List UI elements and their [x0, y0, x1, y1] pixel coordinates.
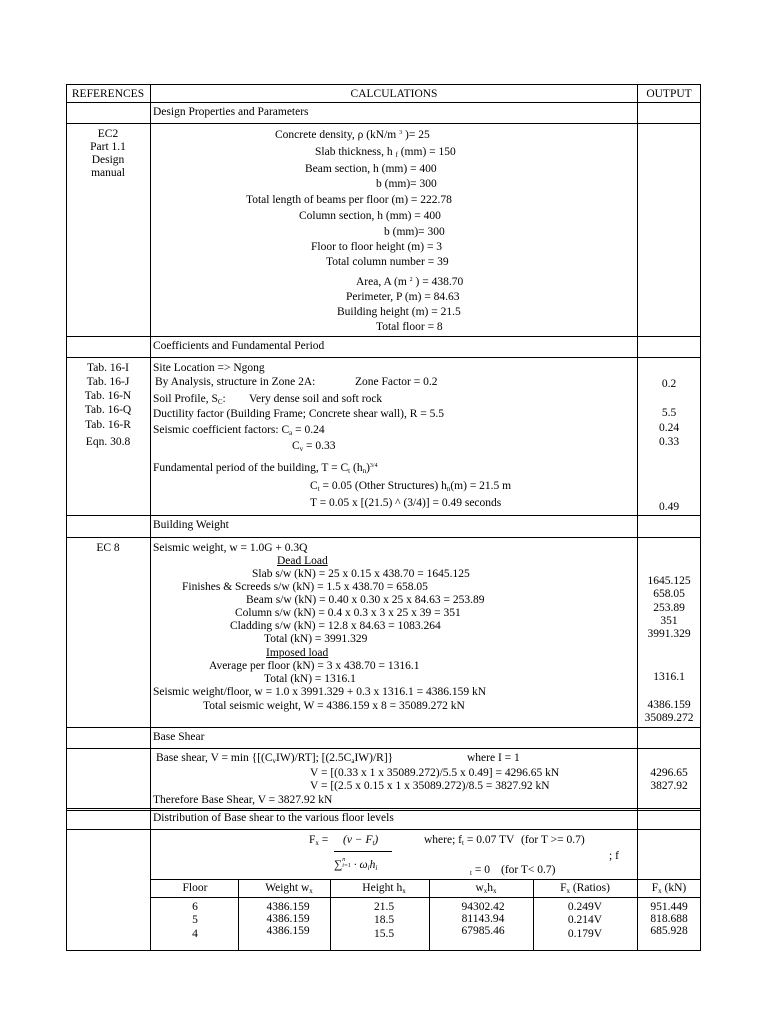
base-shear-formula: Base shear, $V = \min \{[(C_vIW)/RT]$; $[(2.5C_aIW)/R]$} — [156, 752, 394, 765]
section-title-design-properties: Design Properties and Parameters — [153, 106, 309, 118]
output-weight-floor: 4386.159 — [647, 699, 691, 711]
section-title-distribution: Distribution of Base shear to the various floor levels — [153, 812, 394, 824]
ref-tab-16n: Tab. 16-N — [84, 390, 132, 402]
soil-type: Very dense soil and soft rock — [249, 393, 383, 405]
output-v1: 4296.65 — [650, 767, 688, 779]
ref-design: Design — [91, 154, 125, 166]
header-output: OUTPUT — [646, 88, 692, 100]
ref-tab-16j: Tab. 16-J — [86, 376, 130, 388]
grid-line — [150, 897, 701, 898]
output-imposed: 1316.1 — [653, 671, 685, 683]
fx-denominator: ∑ n i=1 · $\omega_ih_i$ — [334, 857, 378, 872]
cladding-sw: Cladding s/w (kN) = 12.8 x 84.63 = 1083.264 — [230, 620, 441, 632]
cell-ratio: 0.179V — [567, 928, 603, 940]
cell-wxhx: 67985.46 — [461, 925, 505, 937]
beam-sw: Beam s/w (kN) = 0.40 x 0.30 x 25 x 84.63 = 253.89 — [246, 594, 485, 606]
imposed-total: Total (kN) = 1316.1 — [264, 673, 356, 685]
output-beam: 253.89 — [653, 602, 685, 614]
grid-line — [66, 808, 701, 809]
cell-weight: 4386.159 — [266, 901, 310, 913]
column-number: Total column number = 39 — [326, 256, 449, 268]
output-slab: 1645.125 — [647, 575, 691, 587]
grid-line — [66, 357, 701, 358]
output-total-weight: 35089.272 — [644, 712, 694, 724]
grid-line — [637, 879, 638, 951]
ft-condition-1: (for T >= 0.7) — [521, 834, 585, 846]
grid-line — [429, 879, 430, 951]
grid-line — [66, 84, 67, 951]
ft-where: where; $f_t = 0.07$ TV — [424, 834, 515, 847]
period-value: T = 0.05 x [(21.5) ^ (3/4)] = 0.49 seconds — [310, 497, 502, 509]
floor-height: Floor to floor height (m) = 3 — [311, 241, 443, 253]
slab-thickness: Slab thickness, h $_f$ (mm) = 150 — [315, 146, 456, 159]
grid-line — [66, 748, 701, 749]
ref-eqn: Eqn. 30.8 — [85, 436, 131, 448]
ref-tab-16q: Tab. 16-Q — [84, 404, 132, 416]
grid-line — [66, 829, 701, 830]
v-first: V = [(0.33 x 1 x 35089.272)/5.5 x 0.49] = 4296.65 kN — [310, 767, 560, 779]
output-r: 5.5 — [661, 407, 677, 419]
imposed-load-heading: Imposed load — [266, 647, 329, 659]
semicolon-f: ; f — [609, 850, 619, 862]
cell-ratio: 0.249V — [567, 901, 603, 913]
finishes-sw: Finishes & Screeds s/w (kN) = 1.5 x 438.70 = 658.05 — [182, 581, 428, 593]
v-second: V = [(2.5 x 0.15 x 1 x 35089.272)/8.5 = 3827.92 kN — [310, 780, 550, 792]
cell-fx: 951.449 — [650, 901, 688, 913]
ft-zero: $_t$ = 0 — [470, 864, 490, 877]
cell-wxhx: 94302.42 — [461, 901, 505, 913]
output-finishes: 658.05 — [653, 588, 685, 600]
fx-label: $F_x$ = — [309, 834, 329, 847]
cell-weight: 4386.159 — [266, 925, 310, 937]
cell-height: 15.5 — [373, 928, 395, 940]
ref-ec8: EC 8 — [96, 542, 120, 554]
col-fx-ratio: $F_x$ (Ratios) — [560, 882, 610, 895]
grid-line — [637, 84, 638, 880]
dead-total: Total (kN) = 3991.329 — [264, 633, 368, 645]
cell-ratio: 0.214V — [567, 914, 603, 926]
ref-tab-16i: Tab. 16-I — [87, 362, 129, 374]
seismic-weight-formula: Seismic weight, w = 1.0G + 0.3Q — [153, 542, 308, 554]
grid-line — [66, 727, 701, 728]
output-cv: 0.33 — [658, 436, 680, 448]
output-v2: 3827.92 — [650, 780, 688, 792]
seismic-weight-floor: Seismic weight/floor, w = 1.0 x 3991.329 + 0.3 x 1316.1 = 4386.159 kN — [153, 686, 486, 698]
column-section: Column section, h (mm) = 400 — [299, 210, 441, 222]
section-title-building-weight: Building Weight — [153, 519, 229, 531]
col-height: Height $h_x$ — [362, 882, 406, 895]
fx-numerator: $(v - F_t)$ — [343, 834, 379, 847]
ref-ec2: EC2 — [97, 128, 119, 140]
cell-weight: 4386.159 — [266, 913, 310, 925]
output-column: 351 — [660, 615, 678, 627]
cell-floor: 6 — [192, 901, 198, 913]
perimeter: Perimeter, P (m) = 84.63 — [346, 291, 460, 303]
output-t: 0.49 — [658, 501, 680, 513]
beam-length: Total length of beams per floor (m) = 222.78 — [246, 194, 452, 206]
grid-line — [533, 879, 534, 951]
ft-condition-2: (for T< 0.7) — [501, 864, 556, 876]
beam-section: Beam section, h (mm) = 400 — [305, 163, 437, 175]
seismic-coefficient: Seismic coefficient factors: $C_a = 0.24$ — [153, 424, 325, 437]
grid-line — [238, 879, 239, 951]
grid-line — [66, 810, 701, 811]
cell-height: 18.5 — [373, 914, 395, 926]
col-floor: Floor — [182, 882, 208, 894]
concrete-density: Concrete density, ρ (kN/m $^3$ )= 25 — [275, 129, 430, 141]
fundamental-period: Fundamental period of the building, $T = C_t$ $(h_n)^{3/4}$ — [153, 462, 378, 475]
grid-line — [330, 879, 331, 951]
cell-floor: 4 — [192, 928, 198, 940]
dead-load-heading: Dead Load — [277, 555, 328, 567]
output-dead-total: 3991.329 — [647, 628, 691, 640]
cell-fx: 685.928 — [650, 925, 688, 937]
ref-tab-16r: Tab. 16-R — [85, 419, 131, 431]
importance-factor: where I = 1 — [467, 752, 520, 764]
grid-line — [66, 515, 701, 516]
col-wxhx: $w_xh_x$ — [475, 882, 497, 895]
slab-sw: Slab s/w (kN) = 25 x 0.15 x 438.70 = 1645.125 — [252, 568, 470, 580]
cell-height: 21.5 — [373, 901, 395, 913]
total-seismic-weight: Total seismic weight, W = 4386.159 x 8 = 35089.272 kN — [203, 700, 465, 712]
column-sw: Column s/w (kN) = 0.4 x 0.3 x 3 x 25 x 39 = 351 — [235, 607, 461, 619]
grid-line — [150, 879, 701, 880]
zone-factor: Zone Factor = 0.2 — [355, 376, 438, 388]
cell-floor: 5 — [192, 914, 198, 926]
ductility-factor: Ductility factor (Building Frame; Concrete shear wall), R = 5.5 — [153, 408, 445, 420]
analysis-zone: By Analysis, structure in Zone 2A: — [155, 376, 316, 388]
col-fx-kn: $F_x$ (kN) — [651, 882, 687, 895]
header-calculations: CALCULATIONS — [350, 88, 438, 100]
grid-line — [66, 102, 701, 103]
grid-line — [66, 84, 701, 85]
col-weight: Weight $w_x$ — [265, 882, 313, 895]
section-title-base-shear: Base Shear — [153, 731, 205, 743]
ref-manual: manual — [91, 167, 125, 179]
ct-value: $C_t = 0.05$ (Other Structures) $h_n(m) = 21.5$ m — [310, 480, 512, 493]
fraction-bar — [334, 851, 392, 852]
grid-line — [66, 336, 701, 337]
ref-part: Part 1.1 — [90, 141, 126, 153]
header-references: REFERENCES — [71, 88, 145, 100]
soil-profile: Soil Profile, $S_C$: — [153, 393, 226, 406]
site-location: Site Location => Ngong — [153, 362, 265, 374]
beam-b: b (mm)= 300 — [376, 178, 437, 190]
grid-line — [66, 950, 701, 951]
building-height: Building height (m) = 21.5 — [337, 306, 461, 318]
cell-wxhx: 81143.94 — [461, 913, 505, 925]
area: Area, A (m $^2$ ) = 438.70 — [356, 276, 464, 288]
imposed-average: Average per floor (kN) = 3 x 438.70 = 1316.1 — [209, 660, 420, 672]
section-title-coefficients: Coefficients and Fundamental Period — [153, 340, 325, 352]
total-floor: Total floor = 8 — [376, 321, 443, 333]
therefore-base-shear: Therefore Base Shear, V = 3827.92 kN — [153, 794, 333, 806]
cell-fx: 818.688 — [650, 913, 688, 925]
cv-coefficient: $C_v = 0.33$ — [292, 440, 336, 453]
grid-line — [150, 84, 151, 951]
output-ca: 0.24 — [658, 422, 680, 434]
column-b: b (mm)= 300 — [384, 226, 445, 238]
grid-line — [66, 537, 701, 538]
grid-line — [66, 123, 701, 124]
output-zone-factor: 0.2 — [661, 378, 677, 390]
grid-line — [700, 84, 701, 951]
